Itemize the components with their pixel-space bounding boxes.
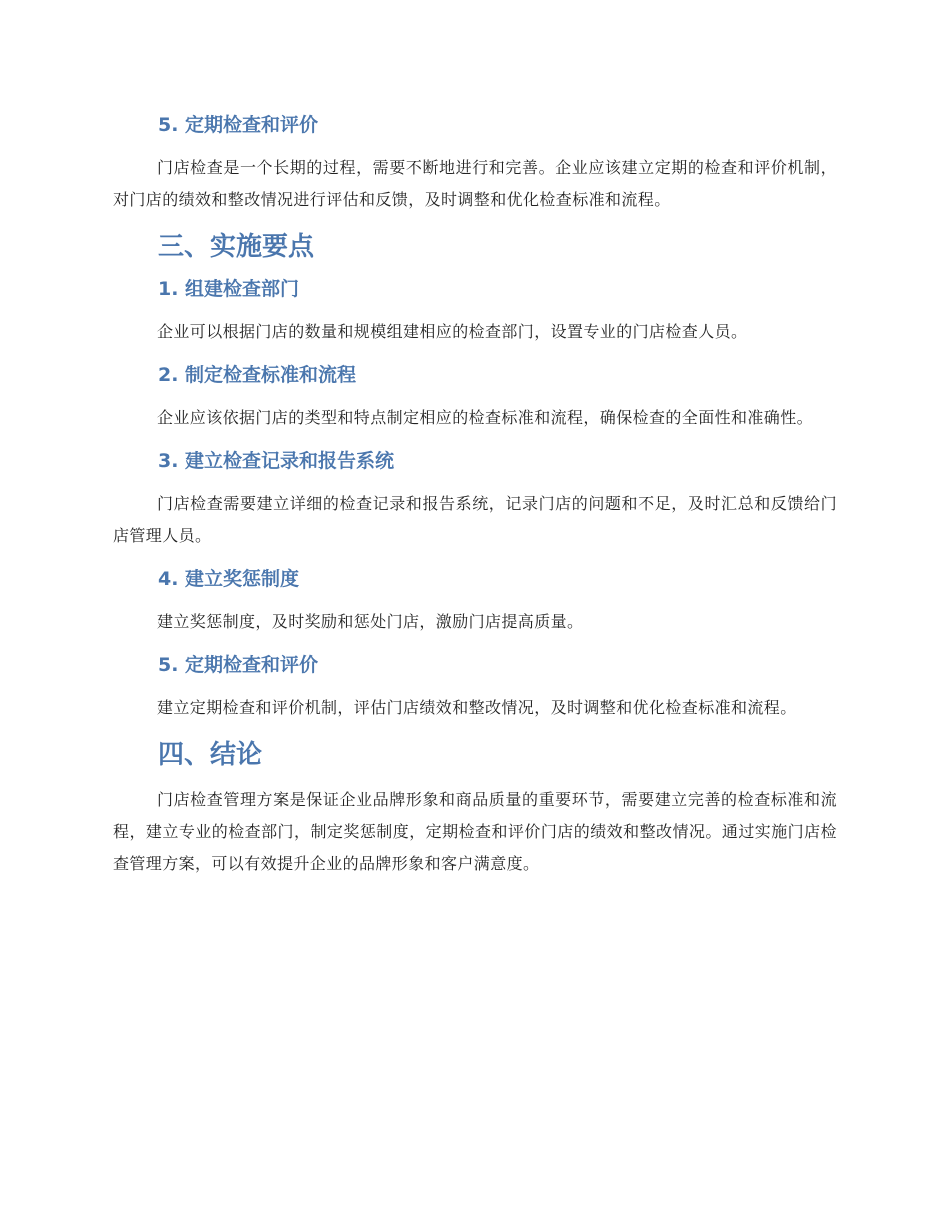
paragraph-periodic-review: 门店检查是一个长期的过程，需要不断地进行和完善。企业应该建立定期的检查和评价机制，对门店的绩效和整改情况进行评估和反馈，及时调整和优化检查标准和流程。: [113, 158, 837, 209]
section-heading-rewards: 4. 建立奖惩制度: [158, 568, 300, 590]
section-heading-records: 3. 建立检查记录和报告系统: [158, 450, 395, 472]
paragraph-periodic-review-2: 建立定期检查和评价机制，评估门店绩效和整改情况，及时调整和优化检查标准和流程。: [157, 698, 797, 717]
section-heading-periodic-review: 5. 定期检查和评价: [158, 114, 319, 136]
paragraph-records: 门店检查需要建立详细的检查记录和报告系统，记录门店的问题和不足，及时汇总和反馈给门店管理人员。: [113, 494, 837, 545]
section-heading-standards: 2. 制定检查标准和流程: [158, 364, 357, 386]
chapter-heading-implementation: 三、实施要点: [158, 232, 315, 262]
section-heading-build-department: 1. 组建检查部门: [158, 278, 300, 300]
section-heading-periodic-review-2: 5. 定期检查和评价: [158, 654, 319, 676]
chapter-heading-conclusion: 四、结论: [158, 740, 263, 770]
paragraph-build-department: 企业可以根据门店的数量和规模组建相应的检查部门，设置专业的门店检查人员。: [157, 322, 748, 341]
paragraph-standards: 企业应该依据门店的类型和特点制定相应的检查标准和流程，确保检查的全面性和准确性。: [157, 408, 814, 427]
paragraph-rewards: 建立奖惩制度，及时奖励和惩处门店，激励门店提高质量。: [157, 612, 584, 631]
paragraph-conclusion: 门店检查管理方案是保证企业品牌形象和商品质量的重要环节，需要建立完善的检查标准和流程，建立专业的检查部门，制定奖惩制度，定期检查和评价门店的绩效和整改情况。通过实施门店检查管理方案，可以有效提升企业的品牌形象和客户满意度。: [113, 790, 837, 873]
